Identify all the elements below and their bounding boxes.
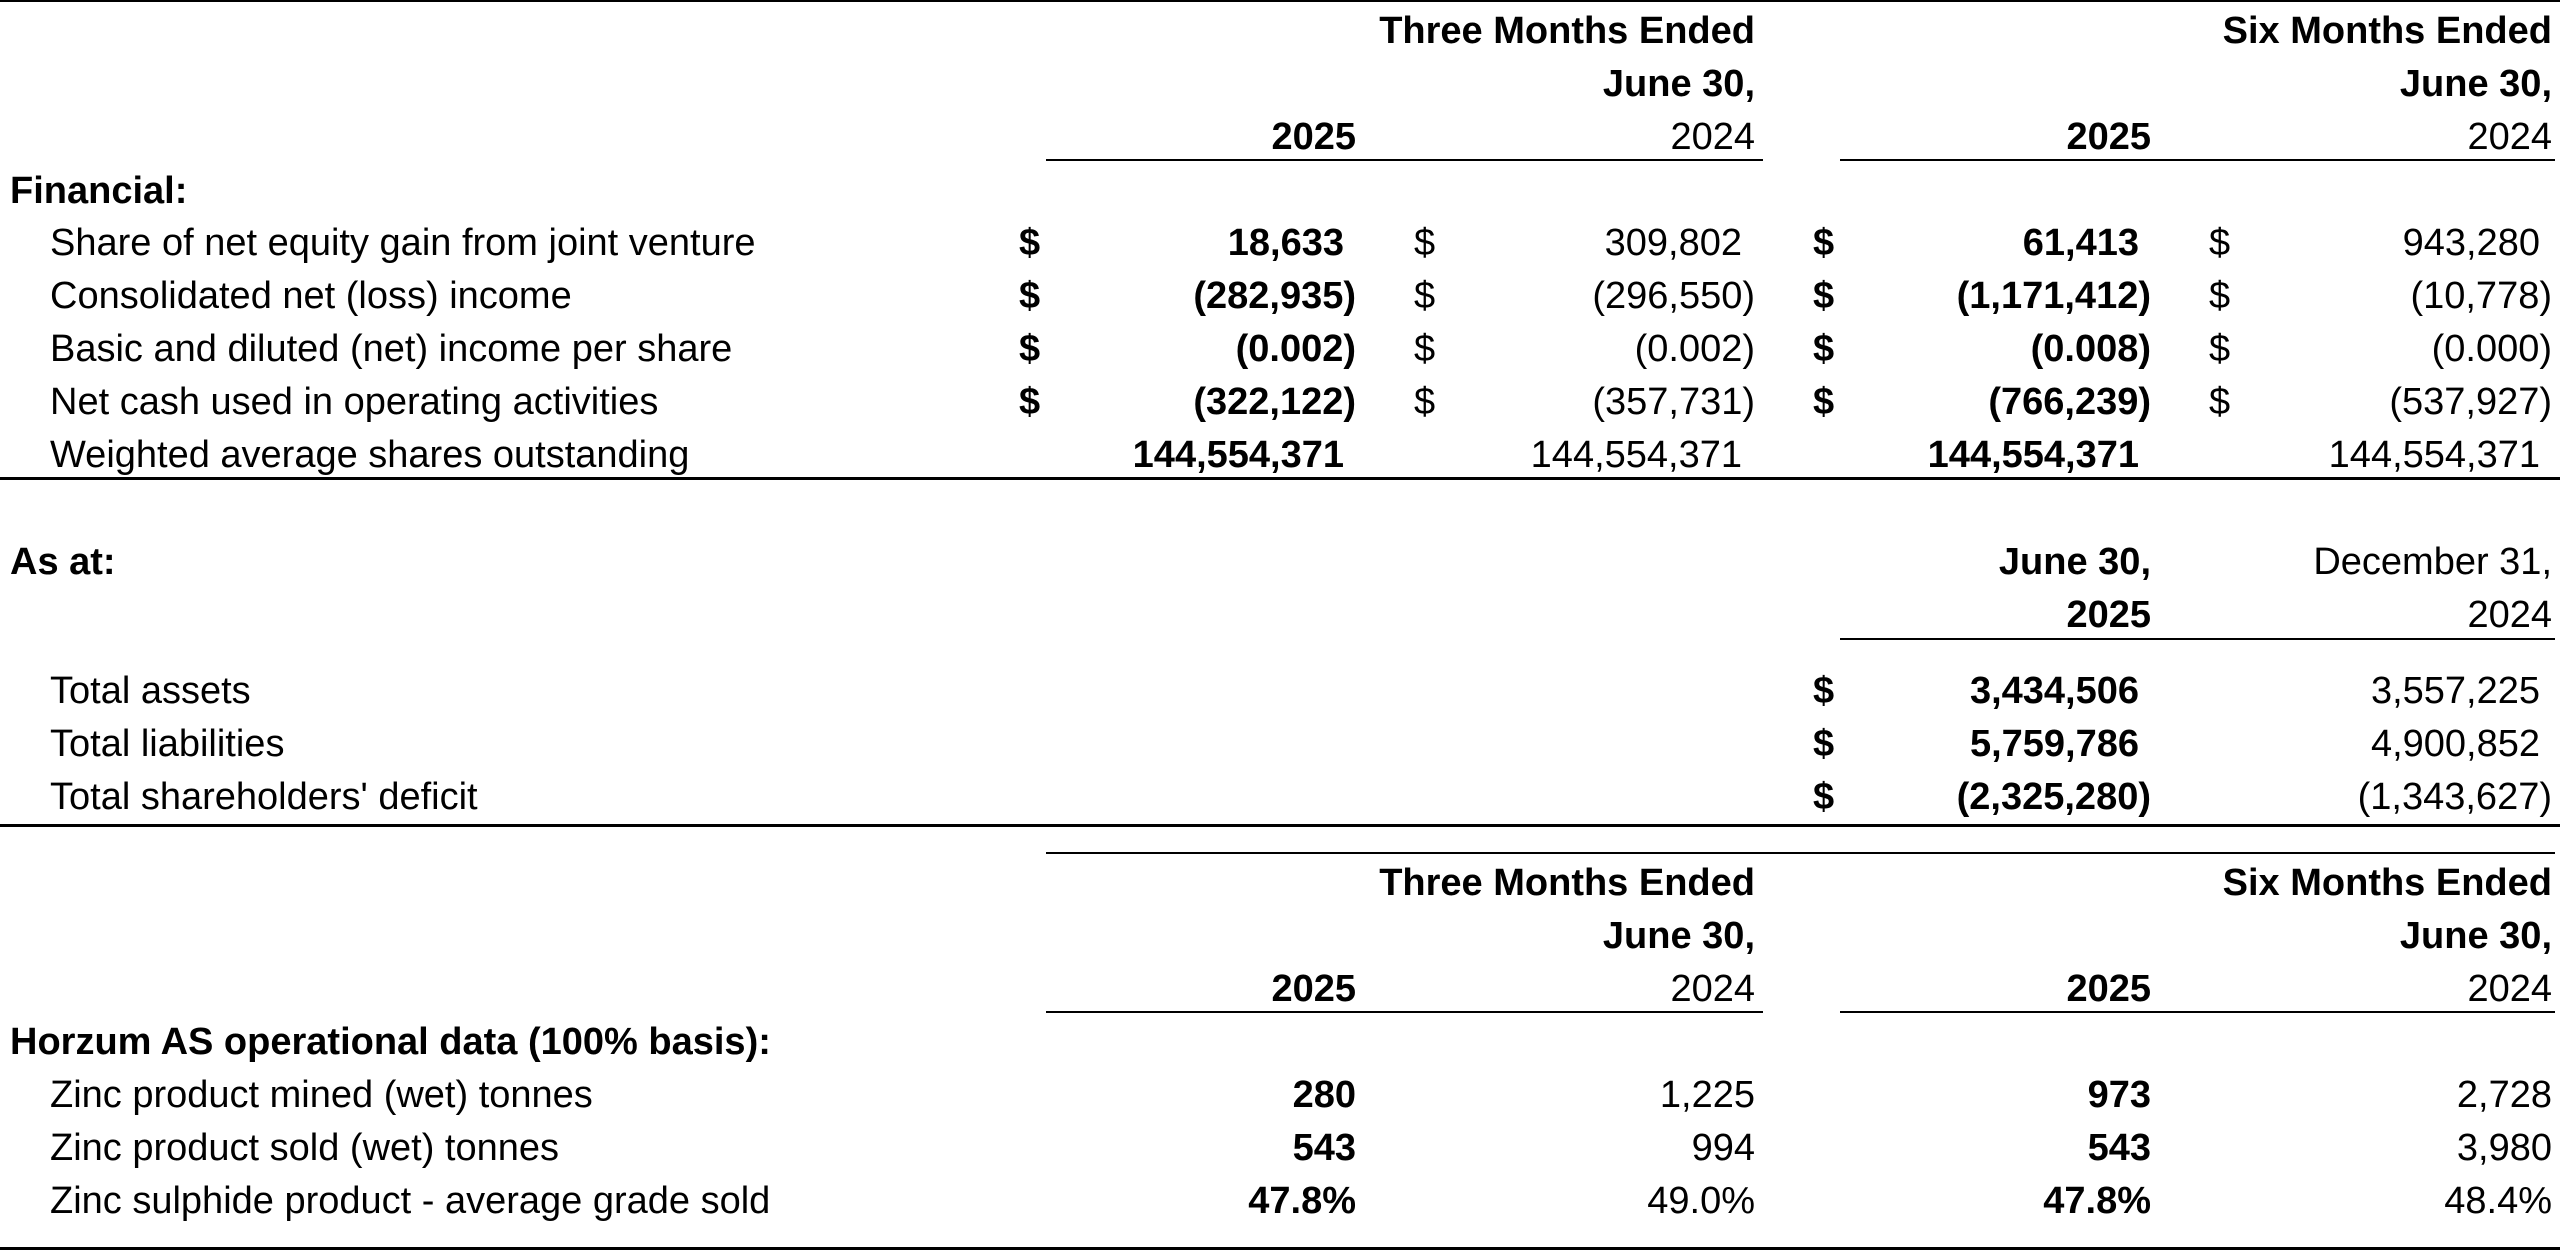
value-h2024: 943,280 [2402, 222, 2540, 264]
value-q2024: 49.0% [1647, 1180, 1755, 1222]
value-q2025: 18,633 [1227, 222, 1344, 264]
row-label: Basic and diluted (net) income per share [50, 328, 733, 370]
header-underline-six-months [1840, 1011, 2555, 1013]
balance-col1-year: 2025 [2066, 594, 2151, 636]
operational-section-label: Horzum AS operational data (100% basis): [10, 1021, 771, 1063]
currency-symbol: $ [1019, 275, 1041, 317]
value-h2025: 973 [2087, 1074, 2151, 1116]
value-h2024: (10,778) [2410, 275, 2552, 317]
currency-symbol: $ [2209, 275, 2231, 317]
currency-symbol: $ [1813, 381, 1835, 423]
six-months-date: June 30, [2399, 915, 2552, 957]
row-label: Net cash used in operating activities [50, 381, 659, 423]
balance-col2-year: 2024 [2467, 594, 2552, 636]
row-label: Zinc product mined (wet) tonnes [50, 1074, 593, 1116]
header-underline-six-months [1840, 159, 2555, 161]
value-h2024: (0.000) [2431, 328, 2552, 370]
currency-symbol: $ [2209, 222, 2231, 264]
row-label: Weighted average shares outstanding [50, 434, 690, 476]
value-h2025: (766,239) [1988, 381, 2151, 423]
col-header-q2024: 2024 [1670, 968, 1755, 1010]
col-header-q2025: 2025 [1271, 116, 1356, 158]
six-months-header: Six Months Ended [2222, 862, 2552, 904]
value-q2025: (0.002) [1235, 328, 1356, 370]
balance-col1-date: June 30, [1998, 541, 2151, 583]
row-label: Zinc sulphide product - average grade sold [50, 1180, 771, 1222]
value-q2025: 144,554,371 [1132, 434, 1344, 476]
col-header-h2024: 2024 [2467, 968, 2552, 1010]
currency-symbol: $ [1414, 381, 1436, 423]
top-rule [0, 0, 2560, 2]
value-q2024: 144,554,371 [1530, 434, 1742, 476]
currency-symbol: $ [2209, 328, 2231, 370]
three-months-header: Three Months Ended [1379, 10, 1755, 52]
row-label: Share of net equity gain from joint venture [50, 222, 756, 264]
value-h2025: 47.8% [2043, 1180, 2151, 1222]
value-h2024: 3,980 [2456, 1127, 2552, 1169]
col-header-h2025: 2025 [2066, 968, 2151, 1010]
financial-section-label: Financial: [10, 170, 188, 212]
operational-bottom-rule [0, 1247, 2560, 1250]
value-h2025: 144,554,371 [1927, 434, 2139, 476]
value-q2024: (296,550) [1592, 275, 1755, 317]
value-q2024: 309,802 [1604, 222, 1742, 264]
value-h2024: 48.4% [2444, 1180, 2552, 1222]
value-2024: 3,557,225 [2370, 670, 2540, 712]
value-h2024: 144,554,371 [2328, 434, 2540, 476]
balance-header-underline [1840, 638, 2555, 640]
header-underline-three-months [1046, 159, 1763, 161]
currency-symbol: $ [1813, 670, 1835, 712]
col-header-h2024: 2024 [2467, 116, 2552, 158]
value-q2025: (322,122) [1193, 381, 1356, 423]
currency-symbol: $ [1813, 222, 1835, 264]
value-2025: (2,325,280) [1956, 776, 2151, 818]
six-months-date: June 30, [2399, 63, 2552, 105]
currency-symbol: $ [1813, 776, 1835, 818]
value-h2024: 2,728 [2456, 1074, 2552, 1116]
value-2025: 3,434,506 [1969, 670, 2139, 712]
value-q2024: (0.002) [1634, 328, 1755, 370]
balance-bottom-rule [0, 824, 2560, 827]
six-months-header: Six Months Ended [2222, 10, 2552, 52]
value-q2025: 543 [1292, 1127, 1356, 1169]
value-q2025: 280 [1292, 1074, 1356, 1116]
value-2024: (1,343,627) [2357, 776, 2552, 818]
financial-bottom-rule [0, 477, 2560, 480]
row-label: Total assets [50, 670, 251, 712]
row-label: Zinc product sold (wet) tonnes [50, 1127, 560, 1169]
currency-symbol: $ [2209, 381, 2231, 423]
col-header-h2025: 2025 [2066, 116, 2151, 158]
row-label: Total shareholders' deficit [50, 776, 478, 818]
currency-symbol: $ [1019, 328, 1041, 370]
col-header-q2024: 2024 [1670, 116, 1755, 158]
three-months-date: June 30, [1602, 915, 1755, 957]
operational-top-rule [1046, 852, 2555, 854]
value-q2025: 47.8% [1248, 1180, 1356, 1222]
col-header-q2025: 2025 [1271, 968, 1356, 1010]
value-q2024: (357,731) [1592, 381, 1755, 423]
header-underline-three-months [1046, 1011, 1763, 1013]
row-label: Consolidated net (loss) income [50, 275, 572, 317]
currency-symbol: $ [1813, 328, 1835, 370]
value-h2024: (537,927) [2389, 381, 2552, 423]
currency-symbol: $ [1019, 381, 1041, 423]
currency-symbol: $ [1019, 222, 1041, 264]
currency-symbol: $ [1813, 275, 1835, 317]
value-2025: 5,759,786 [1969, 723, 2139, 765]
currency-symbol: $ [1813, 723, 1835, 765]
value-h2025: (0.008) [2030, 328, 2151, 370]
value-q2025: (282,935) [1193, 275, 1356, 317]
value-h2025: 61,413 [2022, 222, 2139, 264]
value-h2025: (1,171,412) [1956, 275, 2151, 317]
value-h2025: 543 [2087, 1127, 2151, 1169]
balance-col2-date: December 31, [2313, 541, 2552, 583]
three-months-header: Three Months Ended [1379, 862, 1755, 904]
currency-symbol: $ [1414, 275, 1436, 317]
currency-symbol: $ [1414, 328, 1436, 370]
value-q2024: 1,225 [1659, 1074, 1755, 1116]
value-q2024: 994 [1691, 1127, 1755, 1169]
balance-section-label: As at: [10, 541, 116, 583]
row-label: Total liabilities [50, 723, 285, 765]
currency-symbol: $ [1414, 222, 1436, 264]
value-2024: 4,900,852 [2370, 723, 2540, 765]
three-months-date: June 30, [1602, 63, 1755, 105]
